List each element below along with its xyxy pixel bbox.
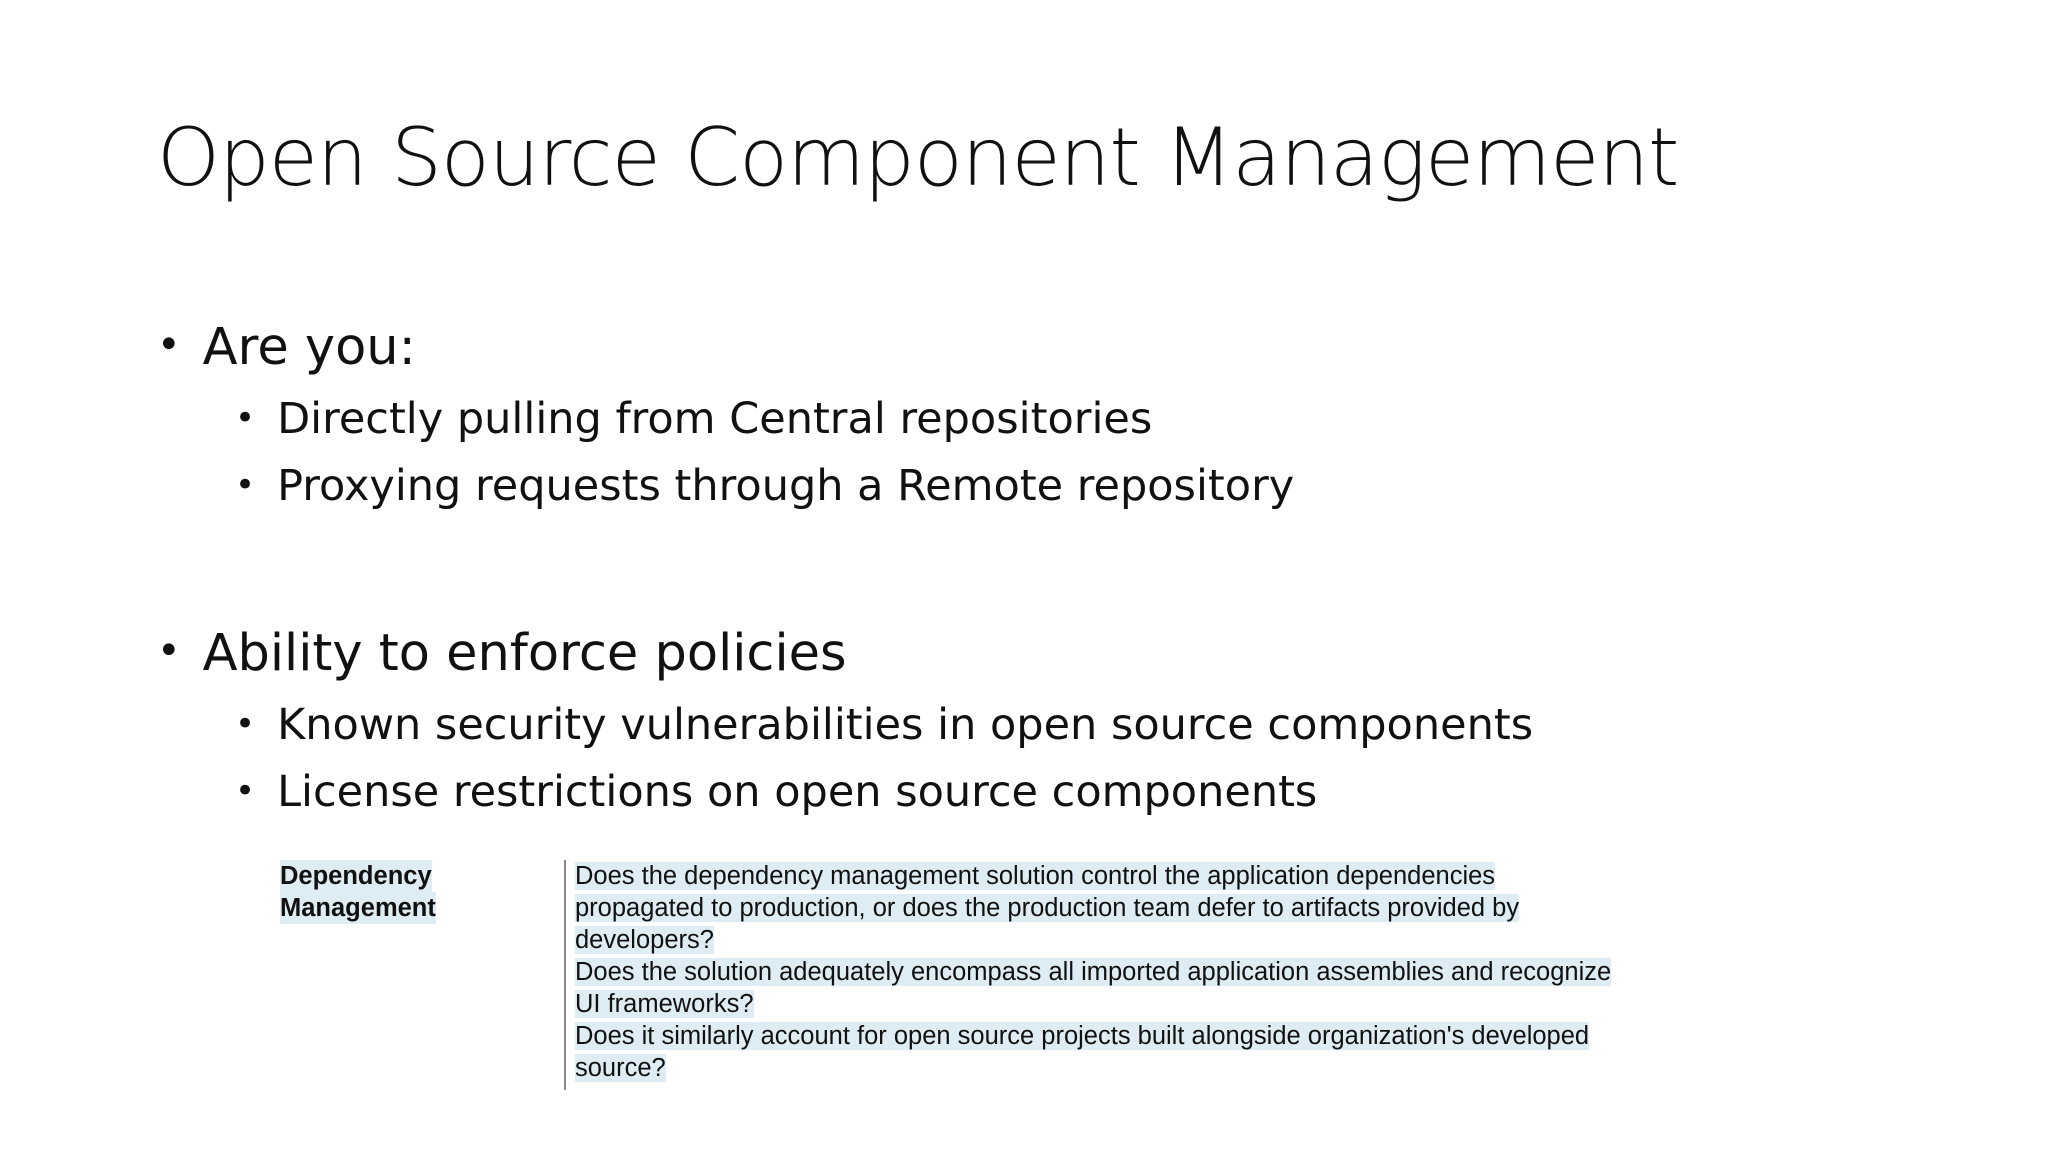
excerpt-label (280, 860, 436, 924)
excerpt-body (575, 860, 1705, 1084)
excerpt-line-text: source? (575, 1054, 666, 1082)
excerpt-line-text: propagated to production, or does the production team defer to artifacts provided by (575, 894, 1520, 922)
bullet-dot: • (235, 465, 256, 505)
excerpt-line (575, 988, 1705, 1020)
bullet-are-you (157, 318, 416, 377)
sub-bullet-text: Known security vulnerabilities in open source components (277, 700, 1534, 750)
bullet-dot: • (235, 704, 256, 744)
slide-title: Open Source Component Management (157, 111, 1679, 204)
sub-bullet-text: License restrictions on open source components (277, 767, 1318, 817)
excerpt-label-line: Management (280, 894, 436, 922)
sub-bullet-text: Proxying requests through a Remote repository (277, 461, 1295, 511)
excerpt-line (575, 1052, 1705, 1084)
bullet-dot: • (235, 398, 256, 438)
excerpt-line (575, 860, 1705, 892)
bullet-dot: • (157, 322, 181, 368)
excerpt-line-text: Does the dependency management solution control the application dependencies (575, 862, 1496, 890)
excerpt-line-text: UI frameworks? (575, 990, 754, 1018)
sub-bullet-security-vulns (235, 700, 1534, 750)
bullet-text: Ability to enforce policies (202, 624, 847, 683)
excerpt-line (575, 892, 1705, 924)
excerpt-line-text: developers? (575, 926, 714, 954)
sub-bullet-central-repos (235, 394, 1153, 444)
excerpt-label-line: Dependency (280, 862, 432, 890)
bullet-enforce-policies (157, 624, 847, 683)
excerpt-line (575, 956, 1705, 988)
excerpt-line (575, 924, 1705, 956)
excerpt-line-text: Does it similarly account for open source projects built alongside organization's developed (575, 1022, 1590, 1050)
document-excerpt (280, 860, 1700, 1090)
excerpt-line-text: Does the solution adequately encompass all imported application assemblies and recognize (575, 958, 1612, 986)
bullet-dot: • (157, 628, 181, 674)
bullet-text: Are you: (202, 318, 416, 377)
sub-bullet-text: Directly pulling from Central repositories (277, 394, 1153, 444)
sub-bullet-remote-repo (235, 461, 1295, 511)
excerpt-divider (564, 860, 566, 1090)
sub-bullet-license-restrictions (235, 767, 1318, 817)
excerpt-line (575, 1020, 1705, 1052)
bullet-dot: • (235, 771, 256, 811)
